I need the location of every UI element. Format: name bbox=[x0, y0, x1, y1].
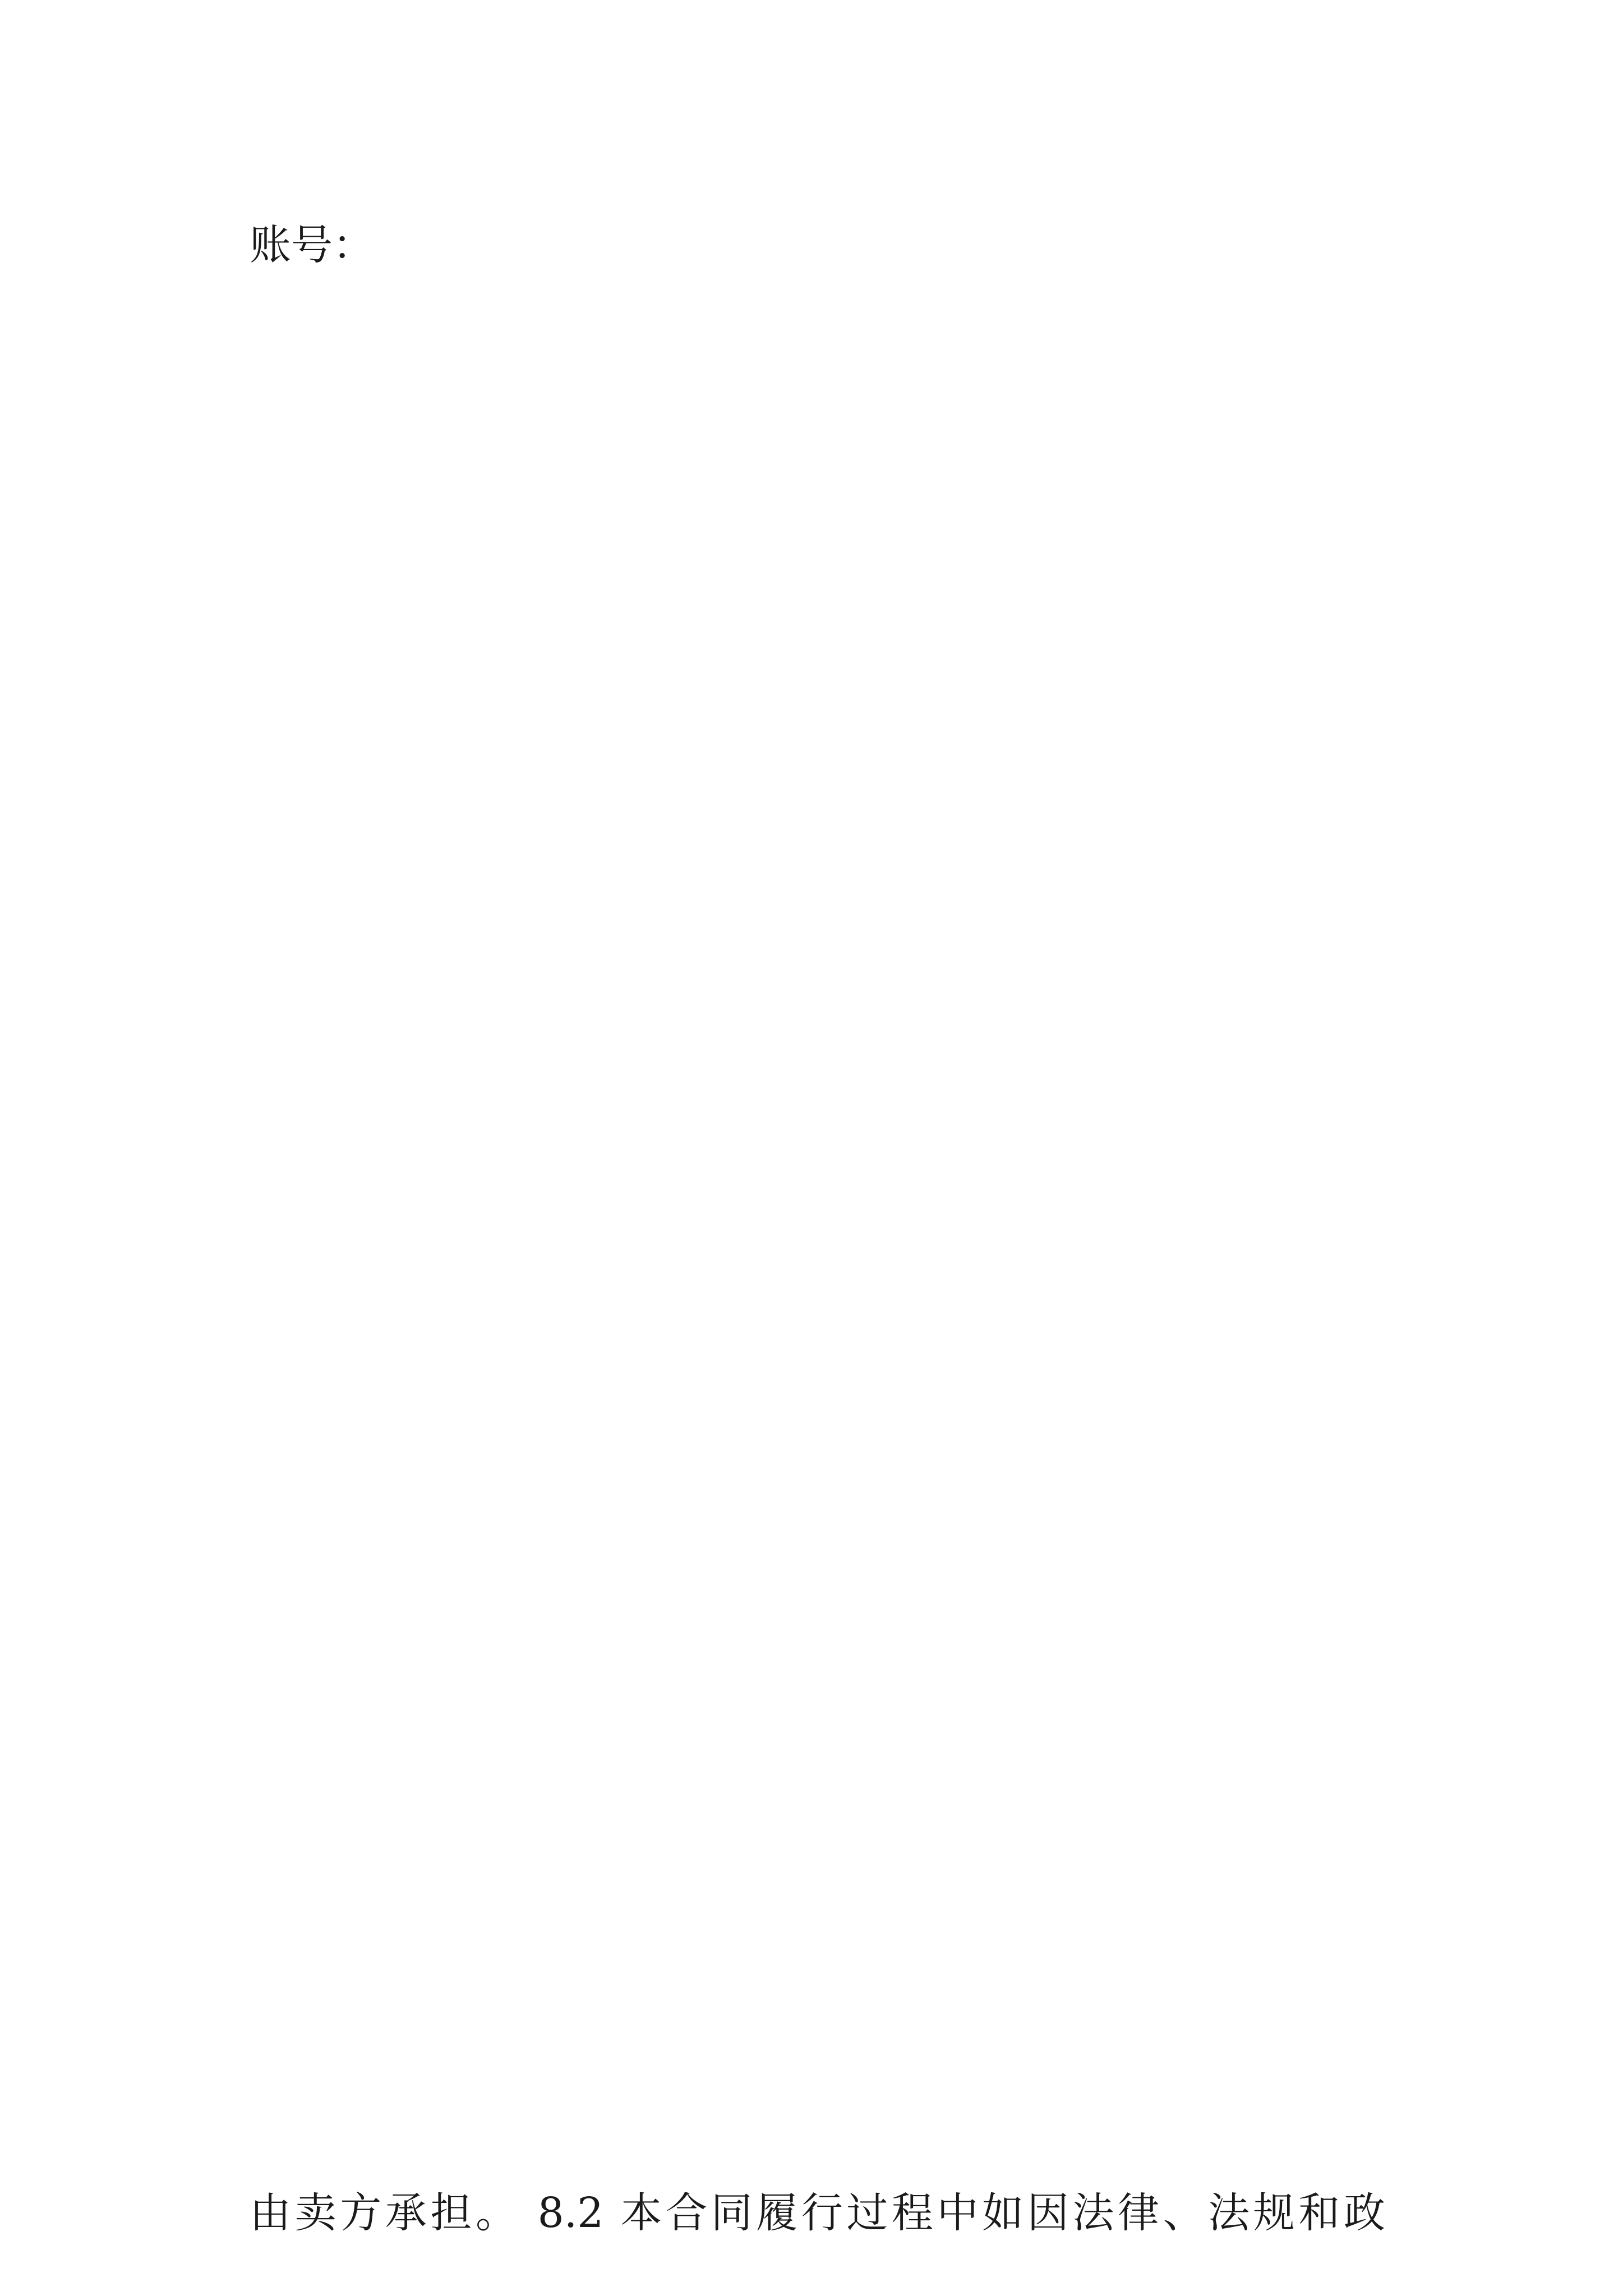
account-number-line: 账号： bbox=[250, 221, 374, 269]
clause-8-2-line: 由卖方承担。 8.2 本合同履行过程中如因法律、法规和政 bbox=[250, 2189, 1385, 2237]
